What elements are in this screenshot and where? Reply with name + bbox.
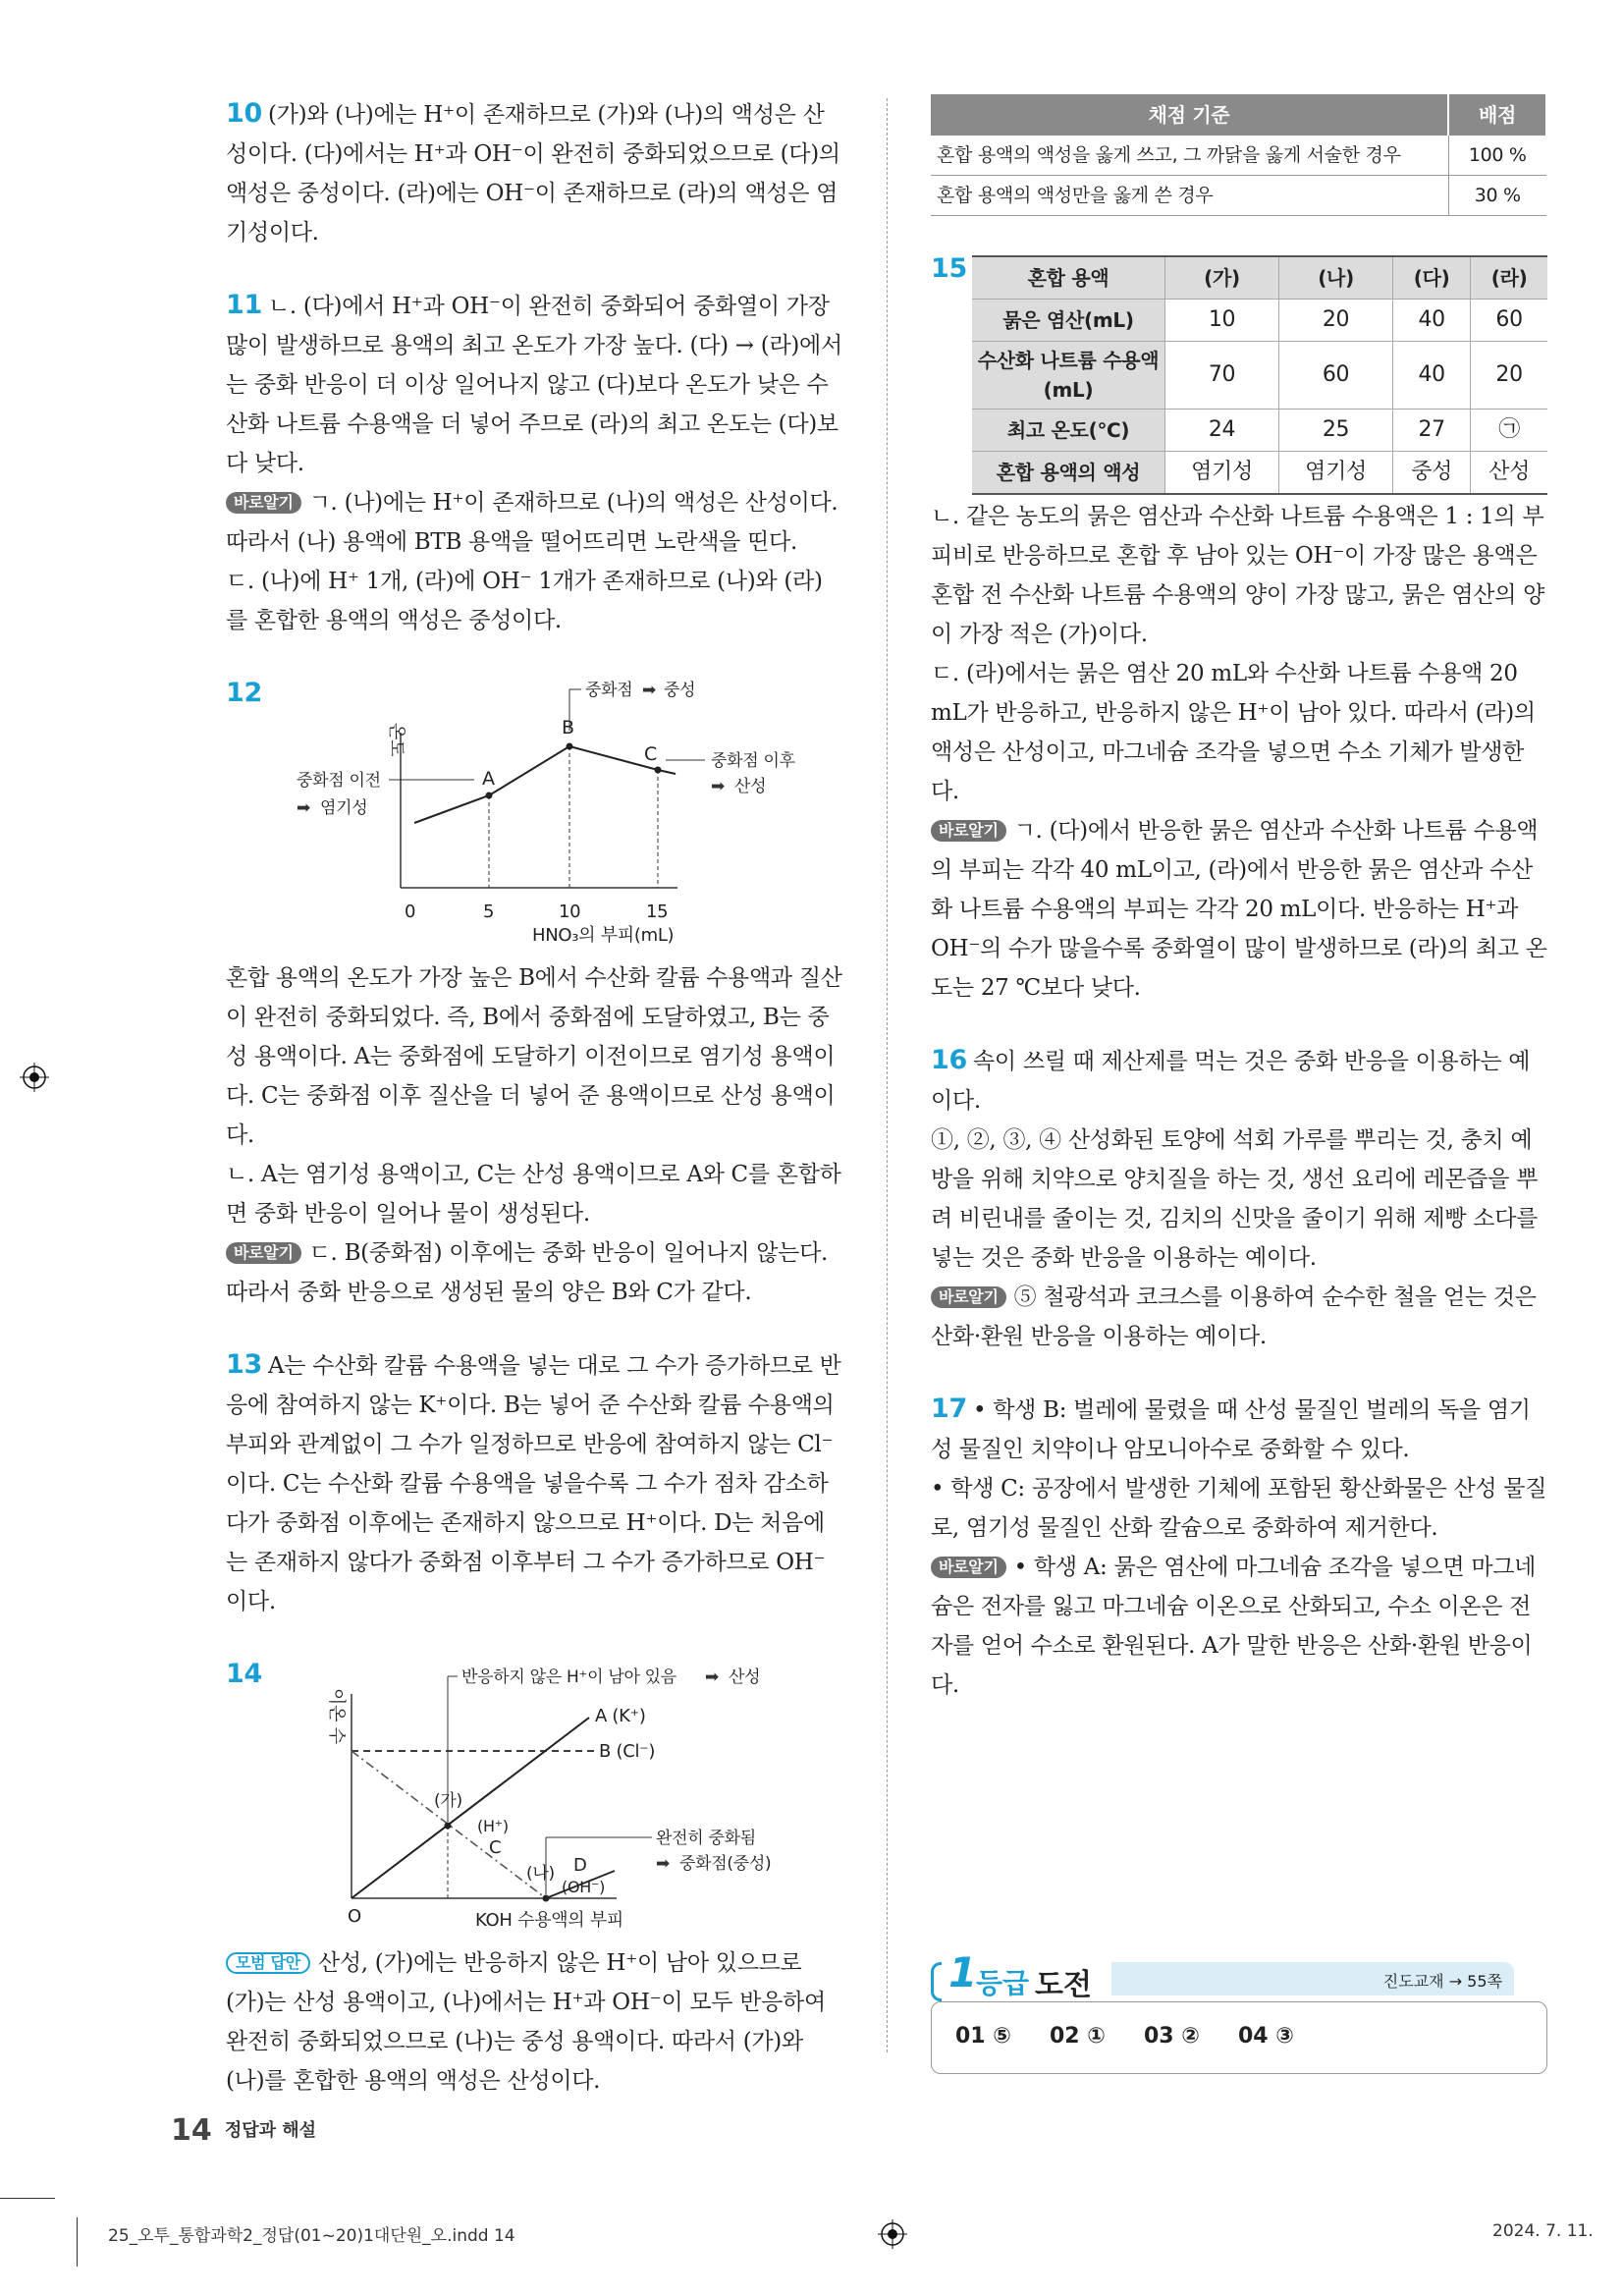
arrow-icon: ➡ — [705, 1667, 719, 1687]
scoring-criterion: 혼합 용액의 액성만을 옳게 쓴 경우 — [931, 176, 1448, 216]
challenge-answer: 01 ⑤ — [955, 2024, 1011, 2049]
point-b — [567, 743, 573, 750]
line-b-label: B (Cl⁻) — [599, 1741, 656, 1762]
line-d-label: D — [573, 1855, 587, 1876]
table-cell: (다) — [1393, 256, 1471, 300]
table-cell: (라) — [1471, 256, 1547, 300]
ion-count-graph — [226, 1655, 842, 1936]
point-na — [543, 1895, 550, 1902]
line-c-label: C — [489, 1837, 502, 1858]
arrow-icon: ➡ — [642, 681, 656, 700]
correction-tag: 바로알기 — [931, 1286, 1006, 1308]
basic-label: 염기성 — [320, 798, 368, 818]
y-axis-label: 이온 수 — [326, 1688, 347, 1744]
correction-text: ㄷ. (나)에 H⁺ 1개, (라)에 OH⁻ 1개가 존재하므로 (나)와 (라)를 혼합한 용액의 액성은 중성이다. — [226, 569, 823, 633]
x-tick: 15 — [646, 902, 669, 922]
question-number: 14 — [226, 1659, 262, 1689]
table-cell: 수산화 나트륨 수용액(mL) — [972, 342, 1165, 410]
table-cell: 20 — [1279, 300, 1393, 342]
point-na-label: (나) — [526, 1864, 555, 1884]
challenge-answers — [931, 2001, 1547, 2074]
point-a — [486, 793, 493, 799]
challenge-ref-bar — [1111, 1962, 1514, 1995]
column-divider — [887, 98, 888, 2052]
x-tick: 0 — [405, 902, 416, 922]
h-ion-label: (H⁺) — [477, 1817, 509, 1835]
table-cell: 70 — [1165, 342, 1279, 410]
neutral-point-label: 중화점(중성) — [679, 1854, 772, 1874]
table-cell: 최고 온도(℃) — [972, 410, 1165, 452]
experiment-table — [972, 255, 1547, 495]
oh-ion-label: (OH⁻) — [562, 1878, 606, 1896]
answer-17 — [931, 1390, 1547, 1705]
explanation-text: ㄴ. A는 염기성 용액이고, C는 산성 용액이므로 A와 C를 혼합하면 중화 반응이 일어나 물이 생성된다. — [226, 1162, 841, 1227]
x-tick: 5 — [483, 902, 495, 922]
correction-text: ㄷ. B(중화점) 이후에는 중화 반응이 일어나지 않는다. 따라서 중화 반응으로 생성된 물의 양은 B와 C가 같다. — [226, 1240, 829, 1305]
answer-10 — [226, 94, 842, 252]
after-neutral-label: 중화점 이후 — [711, 751, 795, 771]
crop-mark — [77, 2217, 78, 2267]
question-number: 13 — [226, 1349, 262, 1380]
correction-tag: 바로알기 — [931, 820, 1006, 842]
question-number: 17 — [931, 1394, 967, 1424]
point-a-label: A — [482, 768, 495, 790]
x-tick: 10 — [559, 902, 581, 922]
table-cell: 27 — [1393, 410, 1471, 452]
explanation-text: ㄷ. (라)에서는 묽은 염산 20 mL와 수산화 나트륨 수용액 20 mL가 반응하고, 반응하지 않은 H⁺이 남아 있다. 따라서 (라)의 액성은 산성이고, 마그네슘 조각을 넣으면 수소 기체가 발생한다. — [931, 661, 1536, 804]
crop-mark — [0, 2198, 55, 2199]
ion-count-graph-figure — [226, 1655, 842, 1936]
registration-mark-icon — [878, 2219, 907, 2249]
table-cell: 10 — [1165, 300, 1279, 342]
correction-tag: 바로알기 — [226, 492, 301, 514]
page-footer — [171, 2113, 316, 2148]
correction-tag: 바로알기 — [226, 1242, 301, 1264]
correction-tag: 바로알기 — [931, 1557, 1006, 1578]
answer-14 — [226, 1655, 842, 2101]
correction-text: • 학생 A: 묽은 염산에 마그네슘 조각을 넣으면 마그네슘은 전자를 잃고 마그네슘 이온으로 산화되고, 수소 이온은 전자를 얻어 수소로 환원된다. A가 말한 반응은 산화·환원 반응이다. — [931, 1555, 1537, 1698]
temperature-curve — [414, 746, 676, 823]
table-cell: 20 — [1471, 342, 1547, 410]
answer-12 — [226, 674, 842, 1312]
table-cell: 40 — [1393, 342, 1471, 410]
explanation-text: ㄴ. (다)에서 H⁺과 OH⁻이 완전히 중화되어 중화열이 가장 많이 발생하므로 용액의 최고 온도가 가장 높다. (다) → (라)에서는 중화 반응이 더 이상 일어나지 않고 (다)보다 온도가 낮은 수산화 나트륨 수용액을 더 넣어 주므로 (라)의 최고 온도는 (다)보다 낮다. — [226, 294, 842, 476]
arrow-icon: ➡ — [656, 1854, 670, 1874]
point-ga — [445, 1823, 452, 1830]
table-cell: 60 — [1279, 342, 1393, 410]
table-cell: 중성 — [1393, 452, 1471, 495]
answer-15 — [931, 255, 1547, 1008]
origin-label: O — [348, 1906, 361, 1927]
correction-text: ⑤ 철광석과 코크스를 이용하여 순수한 철을 얻는 것은 산화·환원 반응을 이용하는 예이다. — [931, 1285, 1537, 1349]
textbook-reference: 진도교재 → 55쪽 — [1382, 1972, 1502, 1991]
table-cell: (가) — [1165, 256, 1279, 300]
question-number: 11 — [226, 290, 262, 320]
right-column — [931, 94, 1547, 1738]
model-answer-text: 산성, (가)에는 반응하지 않은 H⁺이 남아 있으므로 (가)는 산성 용액이고, (나)에서는 H⁺과 OH⁻이 모두 반응하여 완전히 중화되었으므로 (나)는 중성 용액이다. 따라서 (가)와 (나)를 혼합한 용액의 액성은 산성이다. — [226, 1950, 826, 2094]
acidic-label: 산성 — [734, 777, 767, 796]
scoring-points: 30 % — [1448, 176, 1546, 216]
table-cell: 혼합 용액의 액성 — [972, 452, 1165, 495]
answer-13 — [226, 1345, 842, 1621]
y-axis-label: 온도 — [386, 723, 406, 757]
temperature-graph-figure — [226, 674, 842, 949]
answer-16 — [931, 1041, 1547, 1356]
challenge-label: 도전 — [1035, 1968, 1092, 2002]
neutral-point-label: 중화점 — [585, 681, 633, 700]
challenge-grade: 등급 — [976, 1967, 1030, 1999]
correction-text: ㄱ. (나)에는 H⁺이 존재하므로 (나)의 액성은 산성이다. 따라서 (나) 용액에 BTB 용액을 떨어뜨리면 노란색을 띤다. — [226, 490, 839, 555]
table-cell: 산성 — [1471, 452, 1547, 495]
explanation-text: 속이 쓰릴 때 제산제를 먹는 것은 중화 반응을 이용하는 예이다. — [931, 1049, 1531, 1114]
page-number: 14 — [171, 2113, 212, 2148]
table-cell: ㉠ — [1471, 410, 1547, 452]
model-answer-tag: 모범 답안 — [226, 1952, 310, 1974]
challenge-box — [931, 1948, 1547, 2080]
explanation-text: A는 수산화 칼륨 수용액을 넣는 대로 그 수가 증가하므로 반응에 참여하지 않는 K⁺이다. B는 넣어 준 수산화 칼륨 수용액의 부피와 관계없이 그 수가 일정하므로 반응에 참여하지 않는 Cl⁻이다. C는 수산화 칼륨 수용액을 넣을수록 그 수가 점차 감소하다가 중화점 이후에는 존재하지 않으므로 H⁺이다. D는 처음에는 존재하지 않다가 중화점 이후부터 그 수가 증가하므로 OH⁻이다. — [226, 1353, 841, 1614]
explanation-text: ①, ②, ③, ④ 산성화된 토양에 석회 가루를 뿌리는 것, 충치 예방을 위해 치약으로 양치질을 하는 것, 생선 요리에 레몬즙을 뿌려 비린내를 줄이는 것, 김치의 신맛을 줄이기 위해 제빵 소다를 넣는 것은 중화 반응을 이용하는 예이다. — [931, 1127, 1539, 1271]
point-b-label: B — [562, 717, 574, 738]
question-number: 16 — [931, 1045, 967, 1075]
scoring-criterion: 혼합 용액의 액성을 옳게 쓰고, 그 까닭을 옳게 서술한 경우 — [931, 136, 1448, 176]
table-cell: 혼합 용액 — [972, 256, 1165, 300]
table-cell: 40 — [1393, 300, 1471, 342]
correction-text: ㄱ. (다)에서 반응한 묽은 염산과 수산화 나트륨 수용액의 부피는 각각 40 mL이고, (라)에서 반응한 묽은 염산과 수산화 나트륨 수용액의 부피는 각각 20 mL이다. 반응하는 H⁺과 OH⁻의 수가 많을수록 중화열이 많이 발생하므로 (라)의 최고 온도는 27 ℃보다 낮다. — [931, 818, 1547, 1001]
explanation-text: 혼합 용액의 온도가 가장 높은 B에서 수산화 칼륨 수용액과 질산이 완전히 중화되었다. 즉, B에서 중화점에 도달하였고, B는 중성 용액이다. A는 중화점에 도달하기 이전이므로 염기성 용액이다. C는 중화점 이후 질산을 더 넣어 준 용액이므로 산성 용액이다. — [226, 965, 842, 1148]
line-a-label: A (K⁺) — [595, 1706, 646, 1726]
before-neutral-label: 중화점 이전 — [297, 771, 381, 791]
table-cell: 25 — [1279, 410, 1393, 452]
neutral-label: 중성 — [664, 681, 696, 700]
point-ga-label: (가) — [434, 1791, 462, 1811]
table-cell: 24 — [1165, 410, 1279, 452]
temperature-graph — [226, 674, 842, 949]
challenge-answer: 04 ③ — [1238, 2024, 1294, 2049]
registration-mark-icon — [20, 1063, 49, 1092]
answer-11 — [226, 286, 842, 640]
explanation-text: (가)와 (나)에는 H⁺이 존재하므로 (가)와 (나)의 액성은 산성이다. (다)에서는 H⁺과 OH⁻이 완전히 중화되었으므로 (다)의 액성은 중성이다. (라)에는 OH⁻이 존재하므로 (라)의 액성은 염기성이다. — [226, 102, 840, 246]
explanation-text: • 학생 C: 공장에서 발생한 기체에 포함된 황산화물은 산성 물질로, 염기성 물질인 산화 칼슘으로 중화하여 제거한다. — [931, 1476, 1547, 1541]
print-date: 2024. 7. 11. — [1492, 2221, 1594, 2241]
fully-neutralized-label: 완전히 중화됨 — [656, 1829, 756, 1848]
explanation-text: ㄴ. 같은 농도의 묽은 염산과 수산화 나트륨 수용액은 1 : 1의 부피비로 반응하므로 혼합 후 남아 있는 OH⁻이 가장 많은 용액은 혼합 전 수산화 나트륨 수용액의 양이 가장 많고, 묽은 염산의 양이 가장 적은 (가)이다. — [931, 504, 1545, 647]
question-number: 12 — [226, 678, 262, 708]
arrow-icon: ➡ — [711, 777, 725, 796]
table-cell: 염기성 — [1279, 452, 1393, 495]
points-header: 배점 — [1448, 94, 1546, 136]
print-filename: 25_오투_통합과학2_정답(01~20)1대단원_오.indd 14 — [108, 2226, 515, 2246]
scoring-header: 채점 기준 — [931, 94, 1448, 136]
question-number: 15 — [931, 253, 967, 284]
table-cell: 염기성 — [1165, 452, 1279, 495]
x-axis-label: HNO₃의 부피(mL) — [532, 925, 675, 946]
table-cell: 묽은 염산(mL) — [972, 300, 1165, 342]
point-c — [655, 767, 662, 774]
challenge-number: 1 — [948, 1948, 978, 1996]
acidic-label: 산성 — [729, 1667, 761, 1687]
scoring-table — [931, 94, 1547, 216]
explanation-text: • 학생 B: 벌레에 물렸을 때 산성 물질인 벌레의 독을 염기성 물질인 치약이나 암모니아수로 중화할 수 있다. — [931, 1397, 1531, 1462]
challenge-title — [931, 1948, 1117, 2002]
unreacted-label: 반응하지 않은 H⁺이 남아 있음 — [461, 1667, 676, 1687]
point-c-label: C — [644, 743, 657, 765]
table-cell: (나) — [1279, 256, 1393, 300]
question-number: 10 — [226, 98, 262, 129]
challenge-answer: 02 ① — [1050, 2024, 1106, 2049]
challenge-answer: 03 ② — [1144, 2024, 1200, 2049]
page-label: 정답과 해설 — [224, 2120, 317, 2141]
scoring-points: 100 % — [1448, 136, 1546, 176]
table-cell: 60 — [1471, 300, 1547, 342]
arrow-icon: ➡ — [297, 798, 310, 818]
left-column — [226, 94, 842, 2134]
x-axis-label: KOH 수용액의 부피 — [475, 1910, 623, 1931]
